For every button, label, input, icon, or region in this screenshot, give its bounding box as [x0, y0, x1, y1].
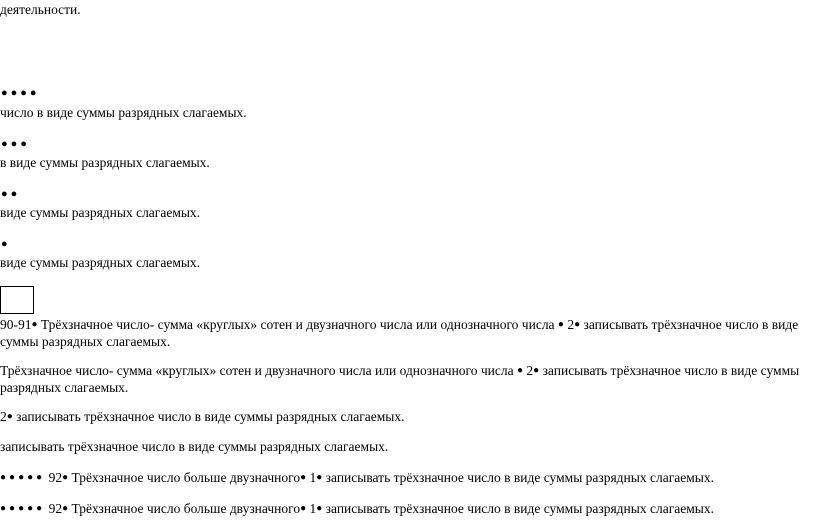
para2-text2: записывать трёхзначное число в виде суммы [539, 363, 800, 378]
bullet-icon: ● [316, 472, 323, 483]
bullet-dots-4: ●●●● [1, 87, 40, 99]
empty-box [0, 286, 34, 314]
bullet-icon: ● [517, 365, 524, 376]
para1-num: 2 [563, 317, 575, 332]
bullet-dots-1: ● [1, 238, 11, 250]
bullet-icon: ● [300, 472, 307, 483]
bullet-dots-3: ●●● [1, 138, 30, 150]
para6-line [0, 501, 714, 519]
para1-line2: суммы разрядных слагаемых. [0, 334, 171, 349]
para6-text1: Трёхзначное число больше двузначного [68, 501, 301, 516]
bullet-icon: ● [574, 319, 581, 330]
bullet-icon: ● [300, 503, 307, 514]
para2-text1: Трёхзначное число- сумма «круглых» сотен и двузначного числа или однозначного числа [0, 363, 517, 378]
para3-line [0, 409, 404, 427]
para1-line1 [0, 317, 798, 335]
para1-text1: Трёхзначное число- сумма «круглых» сотен и двузначного числа или однозначного числа [37, 317, 558, 332]
block-text-1: число в виде суммы разрядных слагаемых. [0, 105, 247, 120]
top-text-line: деятельности. [0, 2, 81, 17]
bullet-icon: ● [62, 472, 69, 483]
block-text-4: виде суммы разрядных слагаемых. [0, 255, 201, 270]
para3-text: записывать трёхзначное число в виде суммы разрядных слагаемых. [12, 409, 405, 424]
block-text-3: виде суммы разрядных слагаемых. [0, 205, 201, 220]
bullet-icon: ● [31, 319, 38, 330]
para2-line2: разрядных слагаемых. [0, 380, 129, 395]
para5-num1: 92 [45, 470, 63, 485]
para4-line: записывать трёхзначное число в виде суммы разрядных слагаемых. [0, 439, 389, 454]
para6-num1: 92 [45, 501, 63, 516]
bullet-icon: ● [62, 503, 69, 514]
bullet-icon: ● [533, 365, 540, 376]
para5-text2: записывать трёхзначное число в виде суммы разрядных слагаемых. [322, 470, 714, 485]
para6-dots: ●●●●● [0, 503, 46, 514]
para1-text2: записывать трёхзначное число в виде [580, 317, 799, 332]
para5-line [0, 470, 714, 488]
para5-num2: 1 [306, 470, 317, 485]
para2-line1 [0, 363, 799, 381]
para6-text2: записывать трёхзначное число в виде суммы разрядных слагаемых. [322, 501, 714, 516]
para5-text1: Трёхзначное число больше двузначного [68, 470, 301, 485]
para6-num2: 1 [306, 501, 317, 516]
para3-num: 2 [0, 409, 7, 424]
para5-dots: ●●●●● [0, 472, 46, 483]
para1-prefix: 90-91 [0, 317, 32, 332]
para2-num: 2 [523, 363, 534, 378]
bullet-dots-2: ●● [1, 188, 21, 200]
bullet-icon: ● [6, 411, 13, 422]
bullet-icon: ● [316, 503, 323, 514]
block-text-2: в виде суммы разрядных слагаемых. [0, 155, 210, 170]
bullet-icon: ● [557, 319, 564, 330]
